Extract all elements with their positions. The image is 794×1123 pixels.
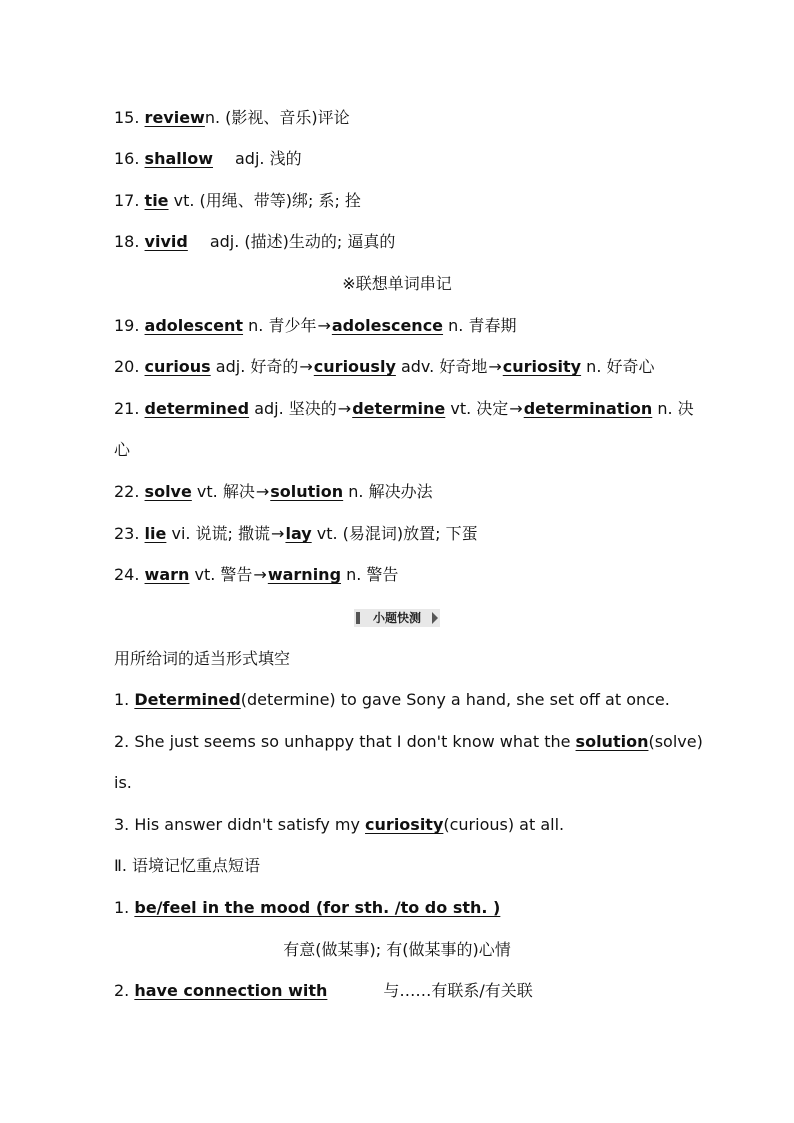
vocab-item-15: 15. reviewn. (影视、音乐)评论: [114, 108, 350, 127]
arrow-right-icon: →: [253, 565, 267, 584]
vocab-item-18: 18. vivid adj. (描述)生动的; 逼真的: [114, 232, 396, 251]
quiz-item-2: 2. She just seems so unhappy that I don't know what the solution(solve): [114, 732, 703, 751]
phrase-meaning: 与……有联系/有关联: [383, 981, 533, 1000]
assoc-item-21: 21. determined adj. 坚决的→determine vt. 决定→determination n. 决: [114, 399, 694, 418]
section-association-title: ※联想单词串记: [342, 274, 452, 293]
arrow-right-icon: →: [255, 482, 270, 501]
phrase: be/feel in the mood (for sth. /to do sth. ): [134, 898, 501, 917]
arrow-right-icon: →: [488, 357, 502, 376]
assoc-item-23: 23. lie vi. 说谎; 撒谎→lay vt. (易混词)放置; 下蛋: [114, 524, 478, 543]
assoc-item-20: 20. curious adj. 好奇的→curiously adv. 好奇地→curiosity n. 好奇心: [114, 357, 655, 376]
vocab-word: vivid: [144, 232, 188, 251]
arrow-right-icon: →: [337, 399, 352, 418]
vocab-word: shallow: [144, 149, 213, 168]
phrase-item-2: 2. have connection with 与……有联系/有关联: [114, 981, 533, 1000]
section2-title: Ⅱ. 语境记忆重点短语: [114, 856, 261, 875]
quiz-answer: curiosity: [365, 815, 444, 834]
vocab-word: tie: [144, 191, 169, 210]
assoc-item-21-continued: 心: [114, 440, 131, 459]
phrase: have connection with: [134, 981, 328, 1000]
quiz-item-1: 1. Determined(determine) to gave Sony a hand, she set off at once.: [114, 690, 670, 709]
quiz-item-2-continued: is.: [114, 773, 132, 792]
quiz-item-3: 3. His answer didn't satisfy my curiosity(curious) at all.: [114, 815, 565, 834]
vocab-item-16: 16. shallow adj. 浅的: [114, 149, 302, 168]
assoc-item-24: 24. warn vt. 警告→warning n. 警告: [114, 565, 399, 584]
quiz-answer: Determined: [134, 690, 241, 709]
vocab-word: review: [144, 108, 205, 127]
assoc-item-19: 19. adolescent n. 青少年→adolescence n. 青春期: [114, 316, 517, 335]
quiz-badge: 小题快测: [354, 609, 440, 627]
arrow-right-icon: →: [271, 524, 285, 543]
assoc-item-22: 22. solve vt. 解决→solution n. 解决办法: [114, 482, 433, 501]
arrow-right-icon: →: [509, 399, 523, 418]
phrase-item-1-meaning: 有意(做某事); 有(做某事的)心情: [283, 940, 511, 959]
phrase-item-1: 1. be/feel in the mood (for sth. /to do sth. ): [114, 898, 501, 917]
arrow-right-icon: →: [317, 316, 331, 335]
quiz-instruction: 用所给词的适当形式填空: [114, 649, 291, 668]
quiz-answer: solution: [575, 732, 649, 751]
arrow-right-icon: →: [299, 357, 313, 376]
vocab-item-17: 17. tie vt. (用绳、带等)绑; 系; 拴: [114, 191, 361, 210]
